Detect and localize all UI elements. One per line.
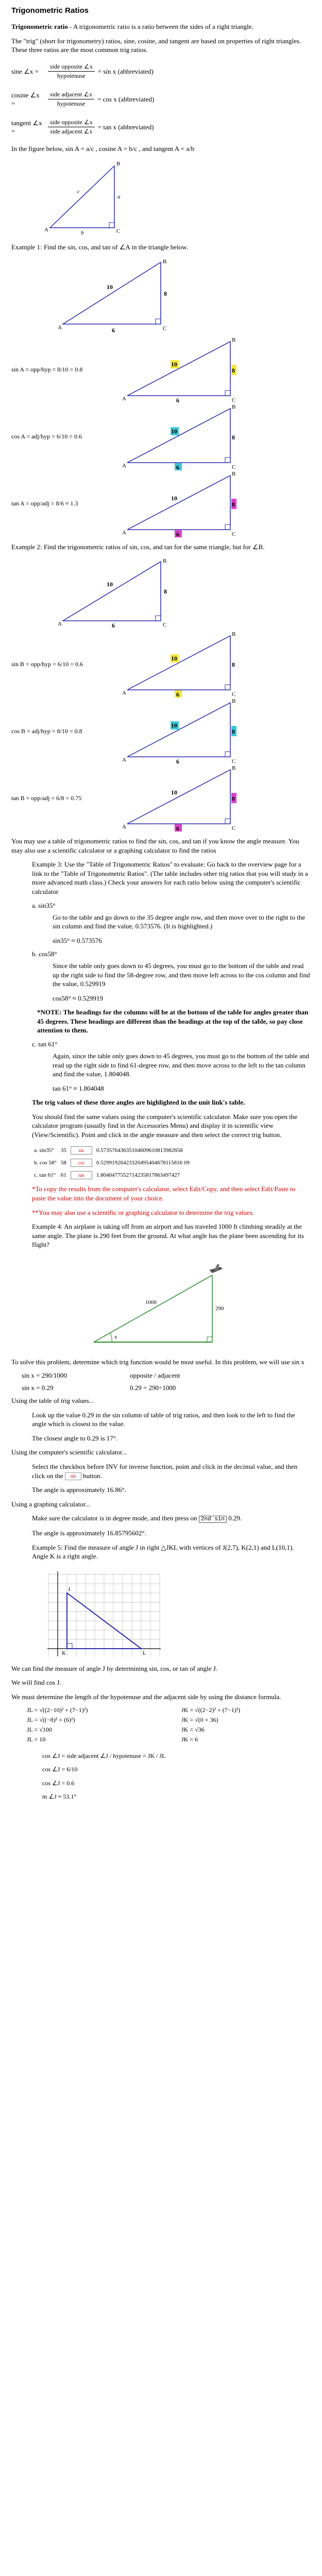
def-denominator: side adjacent ∠x bbox=[50, 128, 93, 135]
table-row bbox=[32, 1144, 192, 1157]
cosine-definition bbox=[11, 89, 311, 110]
vertex-c-label: C bbox=[116, 228, 121, 235]
vertex-a-label: A bbox=[122, 462, 126, 469]
eq1: sin x = 290/1000 bbox=[22, 1371, 67, 1380]
part-b-result: cos58° ≈ 0.529919 bbox=[53, 994, 103, 1002]
row-label: c. tan 61° bbox=[34, 1172, 56, 1179]
sin-setup bbox=[22, 1371, 311, 1380]
hypotenuse-label: 1000 bbox=[145, 1299, 157, 1306]
find-cos-text: We will find cos J. bbox=[11, 1679, 61, 1687]
row-label: b. cos 58° bbox=[34, 1160, 57, 1166]
ex2-sin-row bbox=[11, 631, 311, 698]
example-5-text: Example 5: Find the measure of angle J in right △JKL with vertices of J(2,7), K(2,1) and L(10,1). Angle K is a right angle. bbox=[32, 1543, 294, 1561]
calculator-instructions: You should find the same values using the computer's scientific calculator. Make sure you open the calculator program (usually find in the Accessories Menu) and display it in scientific view (View/Scientific). Point and click in the angle measure and then select the correct trig button. bbox=[32, 1112, 298, 1139]
graphing-calc-instructions: Make sure the calculator is in degree mode, and then press on bbox=[32, 1514, 197, 1522]
vertex-l-label: L bbox=[143, 1650, 146, 1656]
adj-label: 6 bbox=[176, 825, 179, 832]
sci-calc-instructions-end: button. bbox=[83, 1471, 102, 1480]
jl-step: JL = √((−8)² + (6)²) bbox=[27, 1716, 75, 1724]
def-fraction bbox=[48, 91, 94, 108]
airplane-icon bbox=[209, 1264, 223, 1273]
airplane-triangle-figure bbox=[83, 1255, 238, 1352]
vertex-c-label: C bbox=[232, 464, 236, 470]
result-value: 1.8040477552714235817863497427 bbox=[96, 1172, 180, 1179]
sin-equation: sin B = opp/hyp = 6/10 = 0.6 bbox=[11, 660, 83, 668]
jk-step: JK = 6 bbox=[181, 1736, 198, 1743]
def-numerator: side opposite ∠x bbox=[48, 63, 95, 72]
column-headings-note: *NOTE: The headings for the columns will be at the bottom of the table for angles greater than 45 degrees. These headings are different than the headings at the top of the table, so pay close attention to them. bbox=[37, 1008, 309, 1035]
def-denominator: hypotenuse bbox=[57, 100, 86, 108]
adj-label: 6 bbox=[112, 326, 115, 334]
vertex-a-label: A bbox=[122, 395, 126, 402]
table-row bbox=[32, 1169, 192, 1181]
trig-table-text: Look up the value 0.29 in the sin column of table of trig ratios, and then look to the left to find the angle which is closest to the value. bbox=[32, 1411, 295, 1428]
vertex-a-label: A bbox=[44, 227, 48, 233]
vertex-b-label: B bbox=[116, 161, 121, 167]
cos-j-substitution: cos ∠J = 6/10 bbox=[42, 1766, 78, 1773]
vertex-c-label: C bbox=[232, 531, 236, 537]
adj-label: 6 bbox=[176, 758, 179, 765]
vertex-b-label: B bbox=[232, 470, 236, 477]
part-c-label: c. tan 61° bbox=[32, 1040, 58, 1048]
term: Trigonometric ratio bbox=[11, 23, 68, 30]
opp-label: 8 bbox=[232, 728, 235, 736]
adj-label: 6 bbox=[176, 396, 179, 403]
term-definition: - A trigonometric ratio is a ratio between the sides of a right triangle. bbox=[67, 23, 253, 30]
figure-intro: In the figure below, sin A = a/c , cosine A = b/c , and tangent A = a/b bbox=[11, 144, 195, 152]
angle-value: 61 bbox=[60, 1172, 66, 1179]
vertex-c-label: C bbox=[232, 825, 236, 832]
graphing-note: **You may also use a scientific or graphing calculator to determine the trig values. bbox=[32, 1208, 255, 1216]
part-a-result: sin35° ≈ 0.573576 bbox=[53, 936, 102, 944]
intro-definition bbox=[11, 22, 311, 31]
vertex-b-label: B bbox=[163, 558, 167, 565]
vertex-c-label: C bbox=[232, 691, 236, 698]
trig-button[interactable]: sin bbox=[71, 1146, 92, 1155]
sin-equation: sin A = opp/hyp = 8/10 = 0.8 bbox=[11, 366, 83, 374]
part-c-text: Again, since the table only goes down to 45 degrees, you must go to the bottom of the table and read up the right side to find 61-degree row, and then move across to the left to the tan column and find the value, 1.804048. bbox=[53, 1052, 309, 1078]
graphing-calc-result: The angle is approximately 16.85795602°. bbox=[32, 1529, 146, 1537]
part-a-text: Go to the table and go down to the 35 degree angle row, and then move over to the right to the sin column and find the value, 0.573576. (It is highlighted.) bbox=[53, 913, 306, 930]
hyp-label: 10 bbox=[171, 360, 177, 368]
trig-button[interactable]: tan bbox=[71, 1171, 92, 1179]
cos-equation: cos A = adj/hyp = 6/10 = 0.6 bbox=[11, 433, 82, 440]
ex2-cos-triangle bbox=[122, 698, 246, 765]
vertex-b-label: B bbox=[232, 336, 236, 343]
vertex-b-label: B bbox=[163, 258, 167, 265]
tan-equation: tan A = opp/adj = 8/6 ≈ 1.3 bbox=[11, 500, 78, 507]
hyp-label: 10 bbox=[171, 722, 177, 730]
jl-step: JL = √100 bbox=[27, 1726, 52, 1734]
second-sin-keys[interactable]: 2nd sin bbox=[199, 1516, 227, 1523]
highlight-note: The trig values of these three angles are highlighted in the unit link's table. bbox=[32, 1098, 245, 1107]
example-4-text: Example 4: An airplane is taking off from an airport and has traveled 1000 ft climbing steadily at the same angle. The plane is 290 feet from the ground. At what angle has the plane been ascending for its flight? bbox=[32, 1223, 304, 1249]
vertex-a-label: A bbox=[122, 824, 126, 831]
vertex-b-label: B bbox=[232, 765, 236, 772]
cos-j-value: cos ∠J = 0.6 bbox=[42, 1779, 75, 1787]
jl-step: JL = √((2−10)² + (7−1)²) bbox=[27, 1706, 88, 1714]
vertex-a-label: A bbox=[122, 529, 126, 536]
opp-label: 8 bbox=[164, 588, 167, 596]
opp-label: 8 bbox=[232, 500, 235, 508]
vertex-b-label: B bbox=[232, 698, 236, 705]
hyp-label: 10 bbox=[107, 581, 113, 588]
def-label: tangent ∠x = bbox=[11, 118, 42, 135]
calculator-results-table bbox=[32, 1144, 192, 1181]
jk-step: JK = √((2−2)² + (7−1)²) bbox=[181, 1706, 241, 1714]
hyp-label: 10 bbox=[171, 427, 177, 435]
side-b-label: b bbox=[81, 230, 84, 236]
tan-equation: tan B = opp/adj = 6/8 = 0.75 bbox=[11, 794, 82, 802]
distance-intro: We must determine the length of the hypotenuse and the adjacent side by using the distance formula. bbox=[11, 1692, 281, 1701]
page-title: Trigonometric Ratios bbox=[11, 6, 89, 15]
trig-button[interactable]: cos bbox=[71, 1159, 92, 1167]
cos-equation: cos B = adj/hyp = 8/10 = 0.8 bbox=[11, 727, 82, 735]
height-label: 290 bbox=[215, 1305, 224, 1312]
side-c-label: c bbox=[77, 189, 80, 195]
ex3-part-b bbox=[32, 950, 311, 1003]
eq2: sin x = 0.29 bbox=[22, 1384, 54, 1392]
graphing-calc-value: 0.29. bbox=[228, 1514, 242, 1522]
ex3-part-a bbox=[32, 902, 311, 945]
row-label: a. sin35° bbox=[34, 1147, 54, 1154]
graphing-calc-text bbox=[32, 1514, 311, 1523]
example-3-text: Example 3: Use the "Table of Trigonometric Ratios" to evaluate: Go back to the overview page for a link to the "Table of Trigonometric Ratios". (The table includes other trig ratios that you will study in a more advanced math class.) Check your answers for each ratio below using the computer's scientific calculator bbox=[32, 860, 308, 896]
trig-table-heading: Using the table of trig values... bbox=[11, 1397, 94, 1405]
distance-calculations bbox=[27, 1706, 311, 1743]
vertex-a-label: A bbox=[58, 621, 62, 628]
opp-label: 8 bbox=[232, 795, 235, 803]
ex2-cos-row bbox=[11, 698, 311, 765]
def-denominator: hypotenuse bbox=[57, 72, 86, 80]
opp-label: 8 bbox=[232, 433, 235, 441]
intro-paragraph: The "trig" (short for trigonometry) ratios, sine, cosine, and tangent are based on properties of right triangles. These three ratios are the most common trig ratios. bbox=[11, 37, 301, 54]
vertex-a-label: A bbox=[122, 690, 126, 697]
general-triangle-figure bbox=[42, 158, 135, 235]
def-rest: = sin x (abbreviated) bbox=[97, 67, 154, 75]
trig-table-result: The closest angle to 0.29 is 17°. bbox=[32, 1434, 118, 1442]
opp-label: 8 bbox=[232, 366, 235, 374]
graphing-calc-heading: Using a graphing calculator... bbox=[11, 1500, 91, 1508]
sci-calc-instructions: Select the checkbox before INV for inverse function, point and click in the decimal value, and then click on the bbox=[32, 1462, 298, 1480]
part-c-result: tan 61° ≈ 1.804048 bbox=[53, 1084, 104, 1092]
ex1-sin-row bbox=[11, 336, 311, 403]
vertex-b-label: B bbox=[232, 631, 236, 638]
ex1-tan-triangle bbox=[122, 470, 246, 537]
example-2-text: Example 2: Find the trigonometric ratios of sin, cos, and tan for the same triangle, but for ∠B. bbox=[11, 543, 265, 551]
hyp-label: 10 bbox=[107, 283, 113, 291]
def-rest: = tan x (abbreviated) bbox=[97, 123, 154, 131]
table-intro: You may use a table of trigonometric ratios to find the sin, cos, and tan if you know the angle measure. You may also use a scientific calculator or a graphing calculator to find the ratios bbox=[11, 837, 299, 854]
sci-calc-heading: Using the computer's scientific calculator... bbox=[11, 1448, 127, 1456]
result-value: 0.52991926423320495404678115816 09 bbox=[96, 1160, 190, 1166]
vertex-a-label: A bbox=[122, 757, 126, 764]
vertex-c-label: C bbox=[163, 325, 167, 332]
opp-label: 8 bbox=[232, 661, 235, 669]
result-value: 0.57357643635104609610813982658 bbox=[96, 1147, 183, 1154]
angle-x-label: x bbox=[114, 1333, 117, 1340]
ex1-cos-row bbox=[11, 403, 311, 470]
table-row bbox=[32, 1157, 192, 1169]
def-numerator: side adjacent ∠x bbox=[48, 91, 94, 99]
sin-button[interactable]: sin bbox=[65, 1472, 81, 1480]
example-1-text: Example 1: Find the sin, cos, and tan of ∠A in the triangle below. bbox=[11, 243, 188, 251]
ex2-tan-row bbox=[11, 765, 311, 832]
adj-label: 6 bbox=[176, 530, 179, 537]
solve-intro: To solve this problem, determine which trig function would be most useful. In this problem, we will use sin x bbox=[11, 1358, 304, 1366]
hyp-label: 10 bbox=[171, 655, 177, 663]
ex3-part-c bbox=[32, 1040, 311, 1093]
adj-label: 6 bbox=[112, 622, 115, 629]
vertex-c-label: C bbox=[232, 397, 236, 403]
vertex-b-label: B bbox=[232, 403, 236, 410]
vertex-c-label: C bbox=[163, 622, 167, 629]
part-b-label: b. cos58° bbox=[32, 950, 57, 958]
ex2-triangle bbox=[58, 556, 171, 629]
eq2-note: 0.29 = 290÷1000 bbox=[130, 1384, 176, 1392]
sci-calc-text bbox=[32, 1462, 311, 1480]
cos-j-equation: cos ∠J = side adjacent ∠J / hypotenuse = JK / JL bbox=[42, 1752, 166, 1760]
angle-value: 35 bbox=[60, 1147, 66, 1154]
angle-j-answer: m ∠J ≈ 53.1° bbox=[42, 1792, 77, 1800]
def-numerator: side opposite ∠x bbox=[48, 118, 95, 127]
coordinate-grid-figure bbox=[42, 1566, 166, 1659]
vertex-a-label: A bbox=[58, 324, 62, 331]
tangent-definition bbox=[11, 116, 311, 138]
angle-value: 58 bbox=[60, 1160, 66, 1166]
ex2-tan-triangle bbox=[122, 765, 246, 832]
sin-value bbox=[22, 1384, 311, 1392]
sine-definition bbox=[11, 61, 311, 82]
adj-label: 6 bbox=[176, 463, 179, 470]
def-fraction bbox=[48, 118, 95, 135]
find-angle-text: We can find the measure of angle J by determining sin, cos, or tan of angle J. bbox=[11, 1664, 218, 1672]
vertex-j-label: J bbox=[68, 1586, 71, 1592]
part-b-text: Since the table only goes down to 45 degrees, you must go to the bottom of the table and read up the right side to find the 58-degree row, and then move left across to the cos column and find the value, 0.529919 bbox=[53, 962, 310, 988]
def-label: cosine ∠x = bbox=[11, 91, 40, 107]
ex1-tan-row bbox=[11, 470, 311, 537]
jk-step: JK = √36 bbox=[181, 1726, 205, 1734]
ex1-triangle bbox=[58, 257, 171, 334]
opp-label: 8 bbox=[164, 290, 167, 297]
hyp-label: 10 bbox=[171, 494, 177, 502]
def-rest: = cos x (abbreviated) bbox=[97, 95, 155, 103]
sci-calc-result: The angle is approximately 16.86°. bbox=[32, 1486, 126, 1494]
jk-step: JK = √(0 + 36) bbox=[181, 1716, 218, 1724]
vertex-c-label: C bbox=[232, 758, 236, 765]
def-label: sine ∠x = bbox=[11, 67, 39, 75]
hyp-label: 10 bbox=[171, 789, 177, 796]
side-a-label: a bbox=[117, 194, 121, 200]
eq1-note: opposite / adjacent bbox=[130, 1371, 180, 1380]
adj-label: 6 bbox=[176, 691, 179, 698]
copy-note: *To copy the results from the computer's calculator, select Edit/Copy, and then select Edit/Paste to paste the value into the document of your choice. bbox=[32, 1185, 296, 1202]
vertex-k-label: K bbox=[62, 1650, 66, 1656]
ex2-sin-triangle bbox=[122, 631, 246, 698]
ex1-cos-triangle bbox=[122, 403, 246, 470]
def-fraction bbox=[48, 63, 95, 80]
jl-step: JL = 10 bbox=[27, 1736, 46, 1743]
ex1-sin-triangle bbox=[122, 336, 246, 403]
part-a-label: a. sin35° bbox=[32, 901, 56, 909]
